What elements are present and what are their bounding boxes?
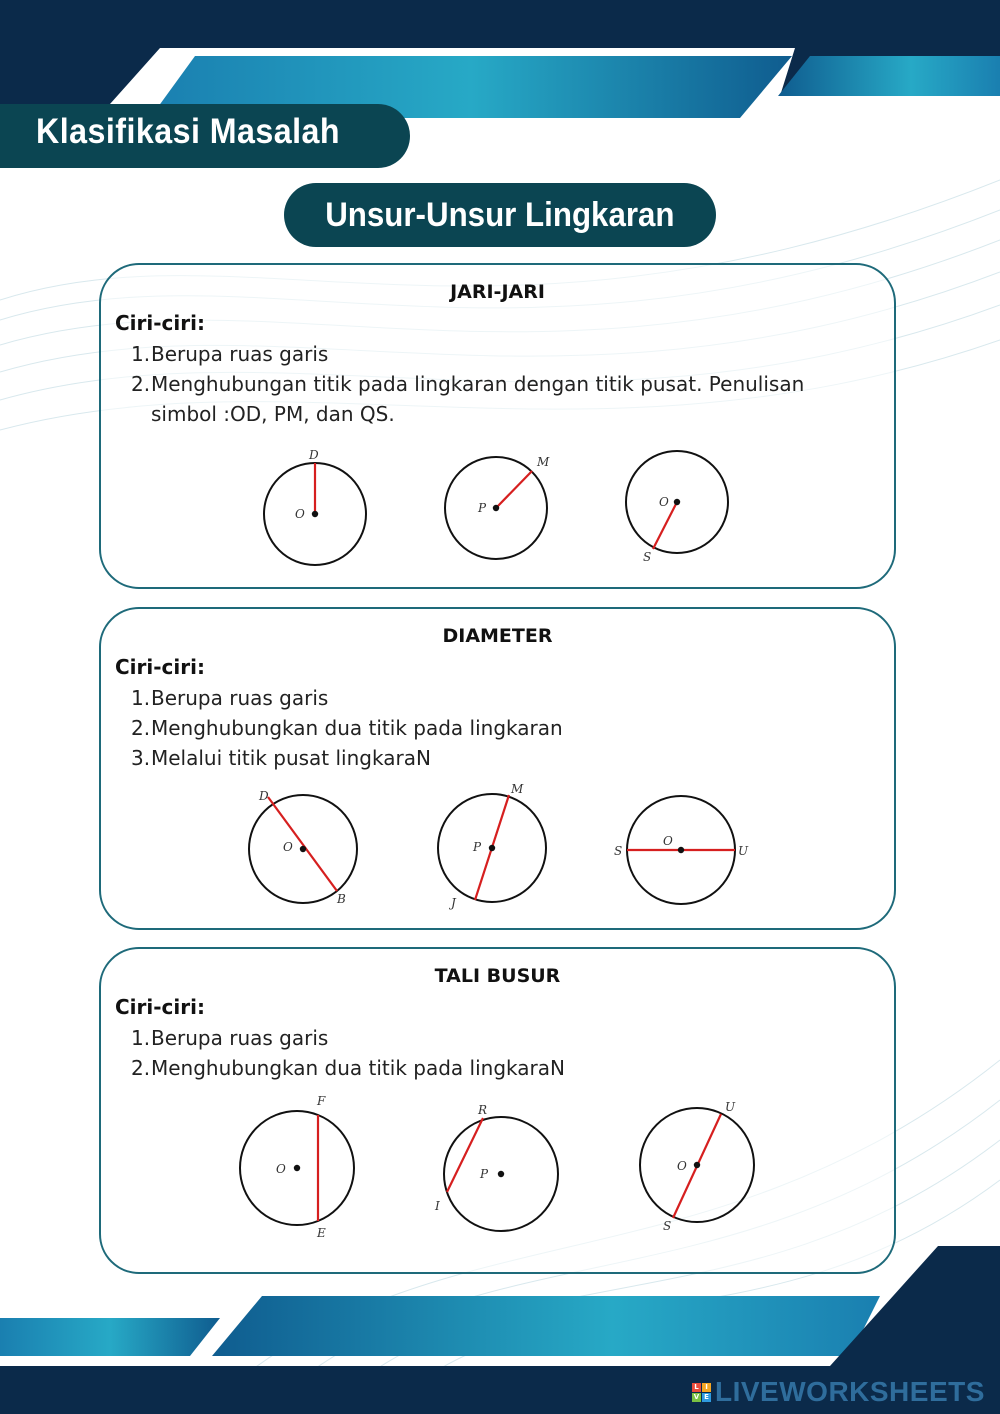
- point-label: J: [451, 896, 456, 910]
- diameter-figures: [101, 609, 898, 932]
- brand-name: LIVEWORKSHEETS: [715, 1376, 985, 1407]
- list-item: 2. Menghubungkan dua titik pada lingkaran: [131, 716, 563, 740]
- point-label: D: [259, 789, 269, 803]
- center-label: O: [663, 834, 673, 848]
- point-label: M: [537, 455, 550, 469]
- circle-figure: [640, 1100, 754, 1233]
- circle-figure: [614, 796, 749, 904]
- circle-figure: [434, 1103, 558, 1231]
- center-label: O: [677, 1159, 687, 1173]
- liveworksheets-logo[interactable]: [692, 1376, 985, 1408]
- point-label: U: [738, 844, 749, 858]
- center-label: O: [659, 495, 669, 509]
- center-label: P: [473, 840, 482, 854]
- point-label: S: [663, 1219, 672, 1233]
- card-tali-busur: [99, 947, 896, 1274]
- card-jari-jari: [99, 263, 896, 589]
- list-item: 1. Berupa ruas garis: [131, 342, 329, 366]
- point-label: I: [435, 1199, 440, 1213]
- circle-figure: [240, 1094, 354, 1240]
- center-label: P: [478, 501, 487, 515]
- point-label: S: [614, 844, 623, 858]
- circle-figure: [438, 782, 546, 910]
- card-title: JARI-JARI: [450, 281, 545, 303]
- tali-busur-figures: [101, 949, 898, 1276]
- list-item: 3. Melalui titik pusat lingkaraN: [131, 746, 431, 770]
- point-label: U: [725, 1100, 736, 1114]
- circle-figure: [249, 789, 357, 906]
- ciri-label: Ciri-ciri:: [115, 995, 205, 1019]
- ciri-label: Ciri-ciri:: [115, 311, 205, 335]
- point-label: B: [337, 892, 346, 906]
- circle-figure: [626, 451, 728, 564]
- ciri-label: Ciri-ciri:: [115, 655, 205, 679]
- center-label: O: [283, 840, 293, 854]
- jari-jari-figures: [101, 265, 898, 591]
- list-item: 2. Menghubungan titik pada lingkaran dengan titik pusat. Penulisan simbol :OD, PM, dan QS.: [131, 372, 805, 426]
- section-title-pill: [284, 183, 716, 247]
- card-diameter: [99, 607, 896, 930]
- circle-figure: [264, 448, 366, 565]
- card-title: DIAMETER: [442, 625, 553, 647]
- list-item: 1. Berupa ruas garis: [131, 1026, 329, 1050]
- point-label: R: [478, 1103, 488, 1117]
- center-label: O: [276, 1162, 286, 1176]
- point-label: E: [317, 1226, 326, 1240]
- logo-icon: L I V E: [692, 1383, 711, 1402]
- list-item: 1. Berupa ruas garis: [131, 686, 329, 710]
- point-label: S: [643, 550, 652, 564]
- point-label: M: [511, 782, 524, 796]
- center-label: P: [480, 1167, 489, 1181]
- card-title: TALI BUSUR: [434, 965, 561, 987]
- section-title: Unsur-Unsur Lingkaran: [325, 195, 675, 234]
- center-label: O: [295, 507, 305, 521]
- point-label: F: [317, 1094, 326, 1108]
- list-item: 2. Menghubungkan dua titik pada lingkaraN: [131, 1056, 565, 1080]
- circle-figure: [445, 455, 550, 559]
- banner-title: Klasifikasi Masalah: [36, 112, 341, 151]
- point-label: D: [309, 448, 319, 462]
